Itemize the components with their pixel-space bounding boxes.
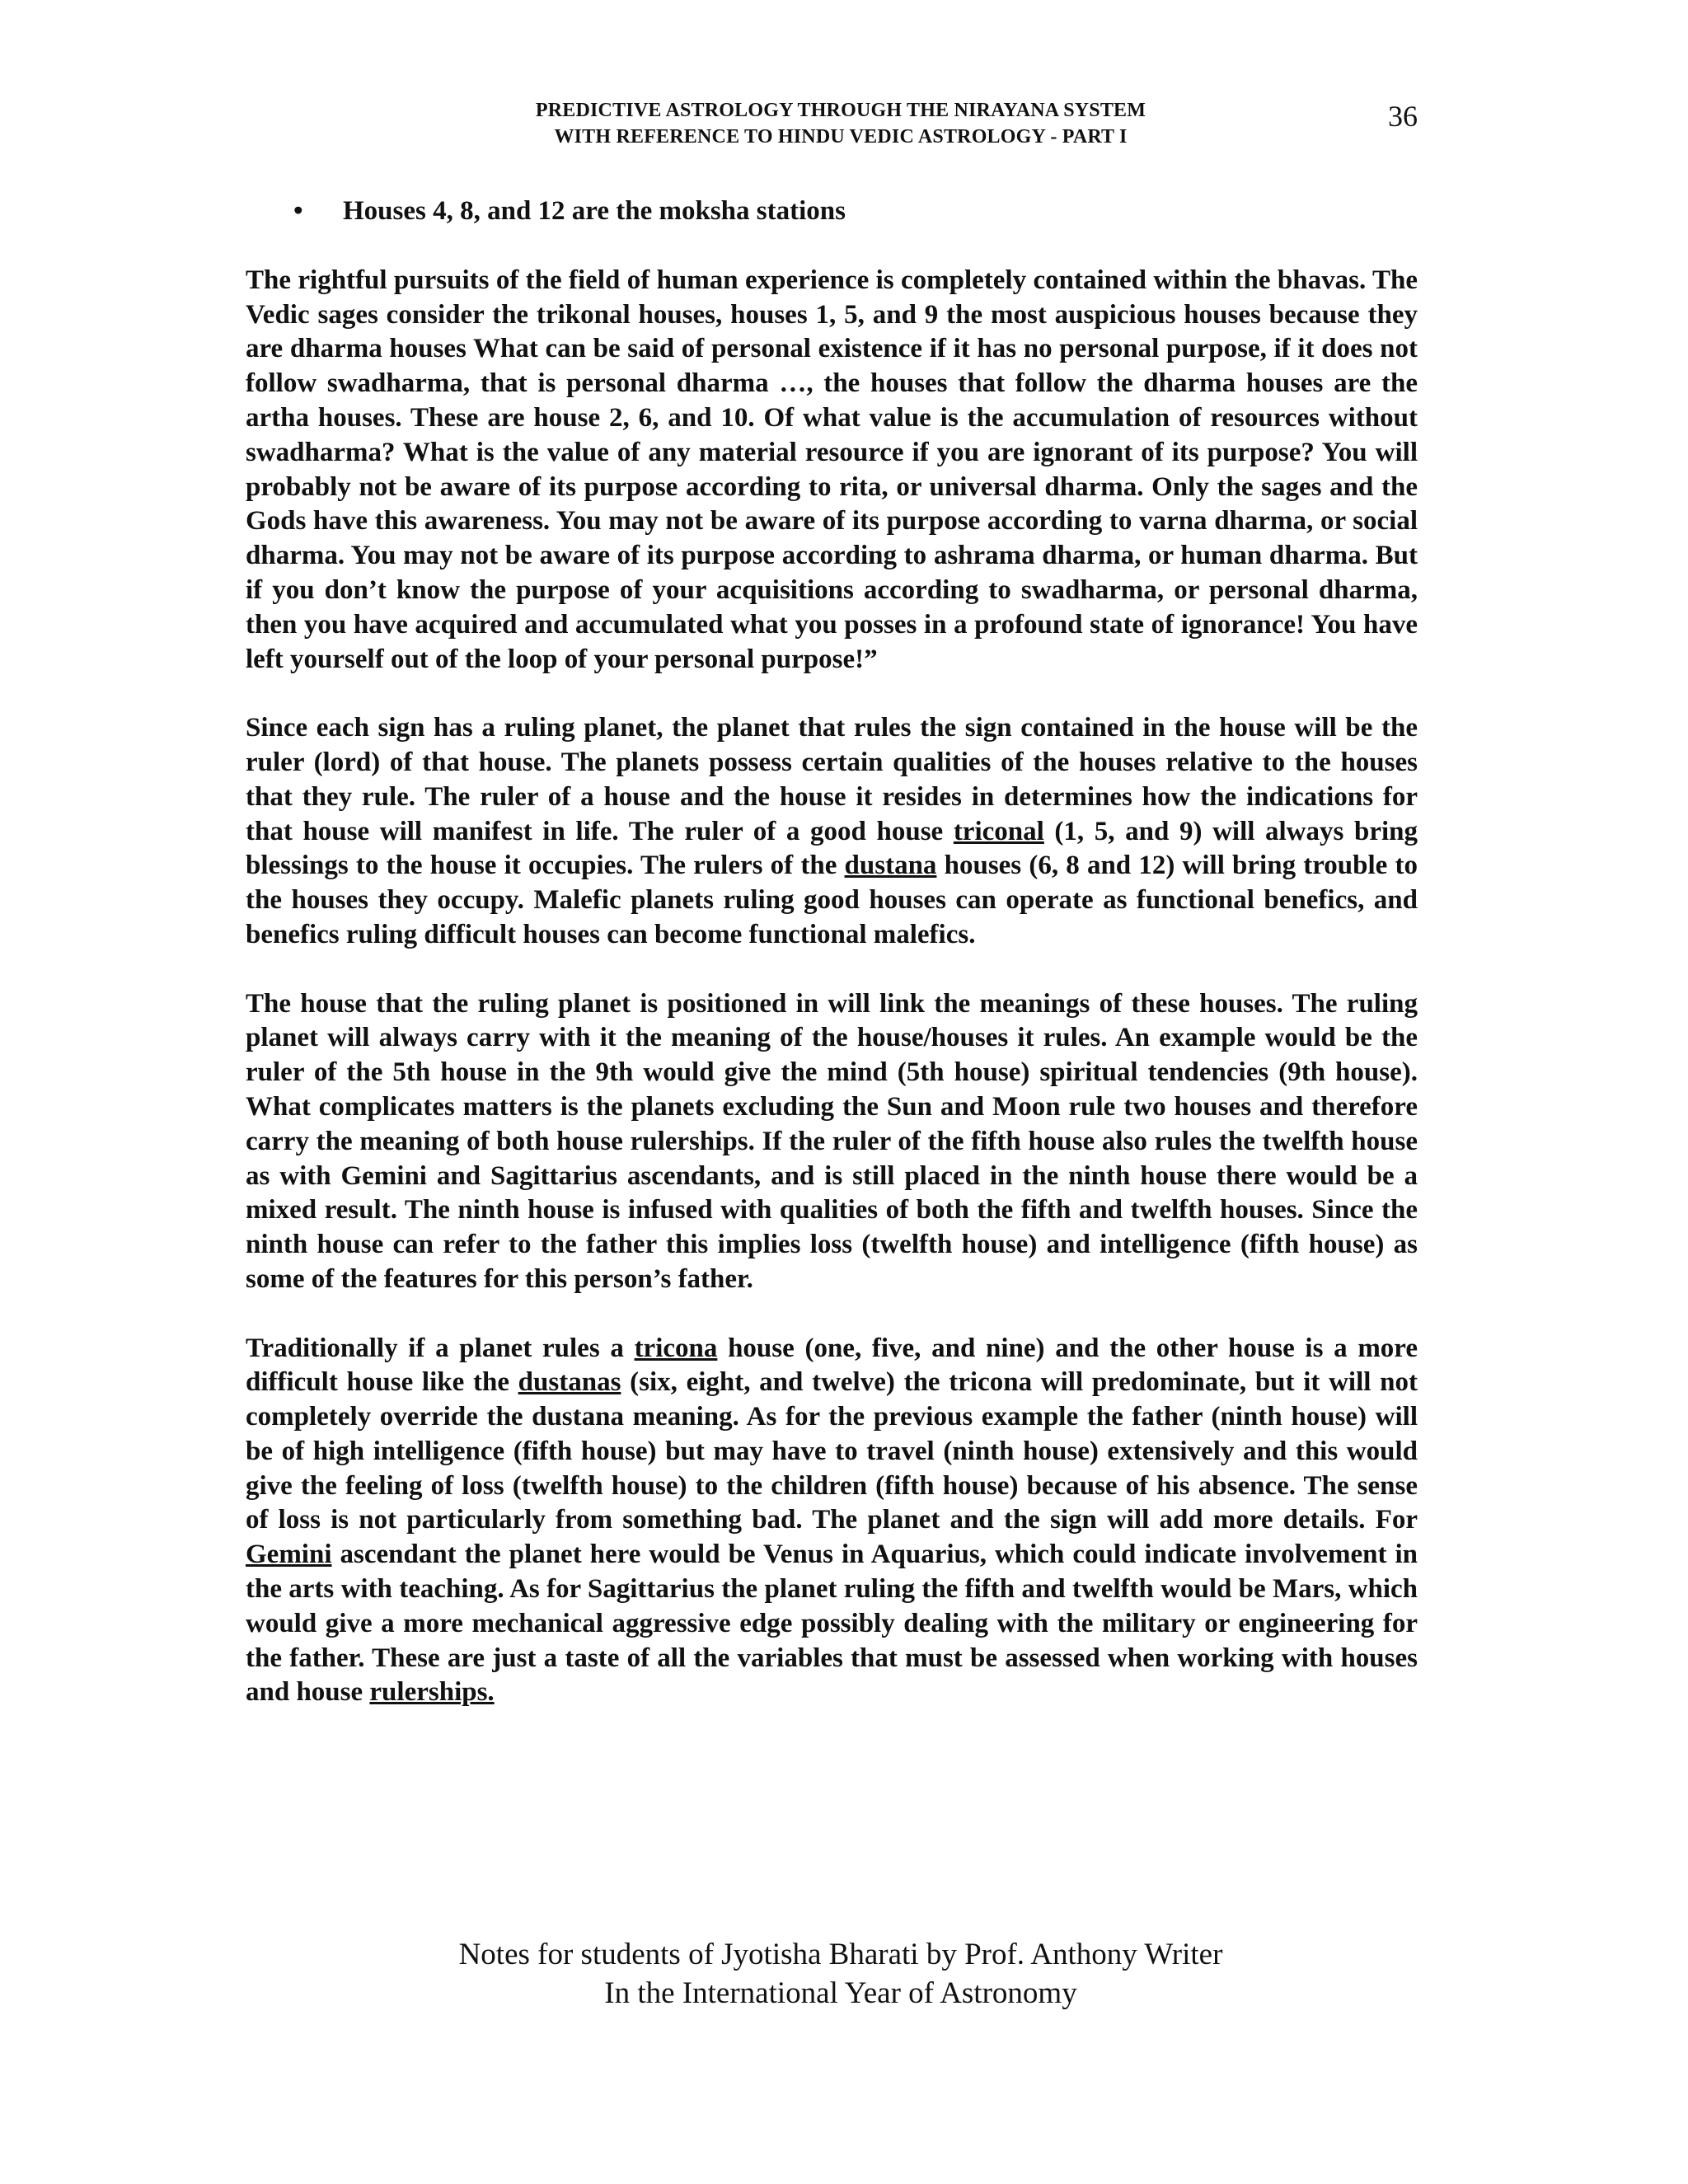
underlined-term-rulerships: rulerships. (369, 1677, 495, 1708)
underlined-term-tricona: tricona (634, 1333, 718, 1363)
underlined-term-dustana: dustana (844, 851, 937, 881)
paragraph-2-text-a: Since each sign has a ruling planet, the planet that rules the sign contained in the house will be the ruler (lord) of that house. The planets possess certain qualities of the houses relative to the houses that they rule. The ruler of a house and the house it resides in determines how the indications for that house will manifest in life. The ruler of a good house (246, 713, 1418, 846)
underlined-term-dustanas: dustanas (518, 1367, 621, 1398)
underlined-term-gemini: Gemini (246, 1540, 332, 1570)
header-title-line-2: WITH REFERENCE TO HINDU VEDIC ASTROLOGY - PART I (554, 126, 1128, 148)
paragraph-4 (246, 1332, 1418, 1711)
bullet-text: Houses 4, 8, and 12 are the moksha stations (343, 196, 846, 226)
paragraph-4-text-c: (six, eight, and twelve) the tricona will predominate, but it will not completely override the dustana meaning. As for the previous example the father (ninth house) will be of high intelligence (fifth house) but may have to travel (ninth house) extensively and this would give the feeling of loss (twelfth house) to the children (fifth house) because of his absence. The sense of loss is not particularly from something bad. The planet and the sign will add more details. For (246, 1367, 1418, 1535)
body-text (246, 194, 1418, 1745)
running-header (247, 97, 1434, 150)
paragraph-3: The house that the ruling planet is positioned in will link the meanings of these houses. The ruling planet will always carry with it the meaning of the house/houses it rules. An example would be the ruler of the 5th house in the 9th would give the mind (5th house) spiritual tendencies (9th house). What complicates matters is the planets excluding the Sun and Moon rule two houses and therefore carry the meaning of both house rulerships. If the ruler of the fifth house also rules the twelfth house as with Gemini and Sagittarius ascendants, and is still placed in the ninth house there would be a mixed result. The ninth house is infused with qualities of both the fifth and twelfth houses. Since the ninth house can refer to the father this implies loss (twelfth house) and intelligence (fifth house) as some of the features for this person’s father. (246, 988, 1418, 1294)
paragraph-4-text-d: ascendant the planet here would be Venus in Aquarius, which could indicate involvement in the arts with teaching. As for Sagittarius the planet ruling the fifth and twelfth would be Mars, which would give a more mechanical aggressive edge possibly dealing with the military or engineering for the father. These are just a taste of all the variables that must be assessed when working with houses and house (246, 1540, 1418, 1708)
footer-line-1: Notes for students of Jyotisha Bharati by Prof. Anthony Writer (458, 1938, 1223, 1971)
paragraph-4-text-b: house (one, five, and nine) and the other house is a more difficult house like the (246, 1333, 1418, 1398)
paragraph-1: The rightful pursuits of the field of human experience is completely contained within the bhavas. The Vedic sages consider the trikonal houses, houses 1, 5, and 9 the most auspicious houses because they are dharma houses What can be said of personal existence if it has no personal purpose, if it does not follow swadharma, that is personal dharma …, the houses that follow the dharma houses are the artha houses. These are house 2, 6, and 10. Of what value is the accumulation of resources without swadharma? What is the value of any material resource if you are ignorant of its purpose? You will probably not be aware of its purpose according to rita, or universal dharma. Only the sages and the Gods have this awareness. You may not be aware of its purpose according to varna dharma, or social dharma. You may not be aware of its purpose according to ashrama dharma, or human dharma. But if you don’t know the purpose of your acquisitions according to swadharma, or personal dharma, then you have acquired and accumulated what you posses in a profound state of ignorance! You have left yourself out of the loop of your personal purpose!” (246, 265, 1418, 674)
bullet-icon: • (293, 196, 303, 226)
paragraph-4-text-a: Traditionally if a planet rules a (246, 1333, 635, 1363)
page-number: 36 (1388, 100, 1418, 133)
paragraph-2-text-c: houses (6, 8 and 12) will bring trouble to the houses they occupy. Malefic planets ruling good houses can operate as functional benefics, and benefics ruling difficult houses can become functional malefics. (246, 851, 1418, 949)
bullet-item (246, 194, 1418, 229)
paragraph-2-text-b: (1, 5, and 9) will always bring blessings to the house it occupies. The rulers of the (246, 816, 1418, 881)
footer-line-2: In the International Year of Astronomy (604, 1976, 1077, 2010)
paragraph-2 (246, 711, 1418, 953)
header-title-line-1: PREDICTIVE ASTROLOGY THROUGH THE NIRAYANA SYSTEM (535, 100, 1146, 121)
underlined-term-triconal: triconal (953, 816, 1044, 846)
page-footer (247, 1935, 1434, 2013)
